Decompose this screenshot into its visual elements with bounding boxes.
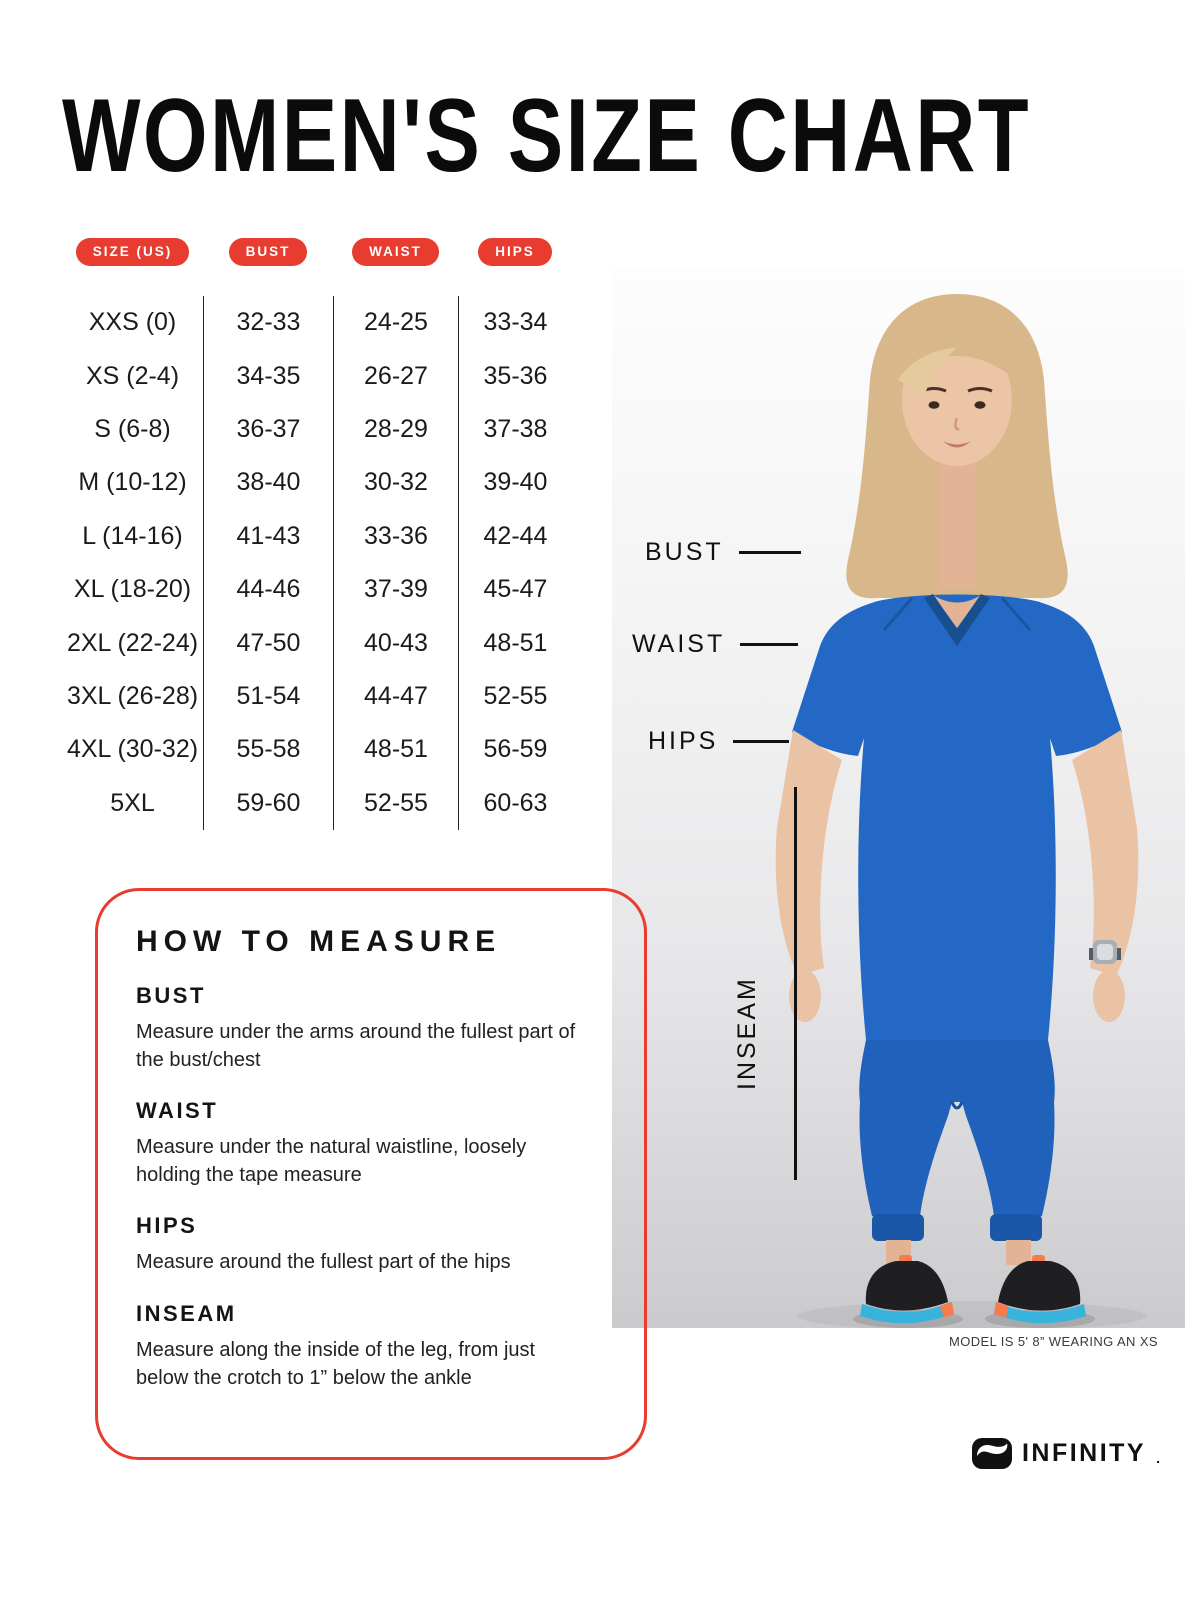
table-row [62, 616, 572, 669]
size-cell: 5XL [110, 788, 155, 817]
model-caption: MODEL IS 5' 8” WEARING AN XS [949, 1334, 1158, 1349]
table-row [62, 670, 572, 723]
header-cell [458, 238, 572, 266]
bust-cell: 47-50 [203, 616, 333, 669]
bust-cell: 38-40 [203, 456, 333, 509]
model-arm-right [1072, 730, 1138, 976]
waist-header-pill: WAIST [352, 238, 439, 266]
infinity-icon [972, 1438, 1012, 1469]
waist-cell: 37-39 [333, 563, 458, 616]
hips-pointer [648, 727, 789, 756]
model-hand-right [1093, 970, 1125, 1022]
hips-cell: 37-38 [458, 403, 572, 456]
waist-cell: 44-47 [333, 670, 458, 723]
hips-cell: 35-36 [458, 349, 572, 402]
measure-text: Measure under the natural waistline, loosely holding the tape measure [136, 1136, 527, 1186]
waist-cell: 26-27 [333, 349, 458, 402]
model-neck [938, 454, 976, 590]
size-table [62, 296, 572, 830]
scrub-top [858, 595, 1056, 1041]
measure-section-inseam [136, 1301, 604, 1392]
hips-cell: 45-47 [458, 563, 572, 616]
bust-cell: 32-33 [203, 296, 333, 349]
bust-cell: 59-60 [203, 777, 333, 830]
model-photo [612, 268, 1185, 1328]
bust-pointer [645, 538, 801, 567]
waist-cell: 28-29 [333, 403, 458, 456]
measure-text: Measure around the fullest part of the hips [136, 1251, 511, 1274]
hips-cell: 60-63 [458, 777, 572, 830]
waist-pointer-line [740, 643, 798, 646]
bust-cell: 36-37 [203, 403, 333, 456]
size-cell: M (10-12) [78, 468, 187, 497]
bust-cell: 55-58 [203, 723, 333, 776]
size-table-header [62, 238, 572, 266]
measure-text: Measure under the arms around the fullest part of the bust/chest [136, 1021, 576, 1071]
hips-pointer-line [733, 740, 789, 743]
size-cell: 3XL (26-28) [66, 681, 199, 710]
table-row [62, 723, 572, 776]
hips-cell: 42-44 [458, 510, 572, 563]
measure-section-bust [136, 983, 604, 1074]
waist-cell: 24-25 [333, 296, 458, 349]
bust-header-pill: BUST [229, 238, 308, 266]
how-to-measure-title: HOW TO MEASURE [136, 925, 502, 958]
measure-text: Measure along the inside of the leg, from just below the crotch to 1” below the ankle [136, 1338, 536, 1389]
waist-pointer-label: WAIST [632, 630, 726, 658]
bust-pointer-label: BUST [645, 538, 724, 566]
size-cell: XXS (0) [88, 308, 177, 337]
brand-name: INFINITY [1021, 1439, 1147, 1467]
hips-cell: 33-34 [458, 296, 572, 349]
size-cell: XS (2-4) [85, 361, 180, 390]
bust-pointer-line [739, 551, 801, 554]
page-title: WOMEN'S SIZE CHART [62, 78, 1031, 194]
how-to-measure-box [95, 888, 647, 1460]
size-cell: 2XL (22-24) [66, 628, 199, 657]
hips-cell: 52-55 [458, 670, 572, 723]
hips-header-pill: HIPS [478, 238, 552, 266]
waist-cell: 30-32 [333, 456, 458, 509]
table-row [62, 510, 572, 563]
brand-logo [972, 1438, 1160, 1469]
shoe-left [866, 1261, 948, 1311]
bust-cell: 44-46 [203, 563, 333, 616]
model-figure [612, 268, 1185, 1328]
bust-cell: 34-35 [203, 349, 333, 402]
waist-cell: 52-55 [333, 777, 458, 830]
size-cell: S (6-8) [94, 414, 171, 443]
table-row [62, 777, 572, 830]
hips-pointer-label: HIPS [648, 727, 719, 755]
table-row [62, 403, 572, 456]
measure-heading: BUST [136, 983, 206, 1008]
hips-cell: 39-40 [458, 456, 572, 509]
hips-cell: 48-51 [458, 616, 572, 669]
measure-section-waist [136, 1098, 604, 1189]
bust-cell: 51-54 [203, 670, 333, 723]
measure-heading: HIPS [136, 1213, 198, 1239]
measure-section-hips [136, 1213, 604, 1277]
table-row [62, 296, 572, 349]
scrub-pants [859, 1040, 1055, 1102]
pant-cuff-left [872, 1214, 924, 1241]
header-cell [203, 238, 333, 266]
inseam-pointer-line [794, 787, 797, 1180]
size-cell: 4XL (30-32) [66, 735, 199, 764]
table-row [62, 563, 572, 616]
bust-cell: 41-43 [203, 510, 333, 563]
measure-heading: INSEAM [136, 1300, 237, 1326]
shoe-right [998, 1261, 1080, 1311]
brand-trademark: . [1156, 1449, 1160, 1466]
hips-cell: 56-59 [458, 723, 572, 776]
waist-cell: 33-36 [333, 510, 458, 563]
waist-cell: 48-51 [333, 723, 458, 776]
model-arm-left [776, 730, 842, 976]
table-row [62, 349, 572, 402]
inseam-pointer-label: INSEAM [733, 976, 761, 1090]
waist-pointer [632, 630, 798, 659]
size-cell: XL (18-20) [73, 575, 192, 604]
size-header-pill: SIZE (US) [76, 238, 190, 266]
header-cell [333, 238, 458, 266]
size-cell: L (14-16) [82, 521, 183, 550]
header-cell [62, 238, 203, 266]
table-row [62, 456, 572, 509]
waist-cell: 40-43 [333, 616, 458, 669]
measure-heading: WAIST [136, 1098, 219, 1124]
pant-cuff-right [990, 1214, 1042, 1241]
